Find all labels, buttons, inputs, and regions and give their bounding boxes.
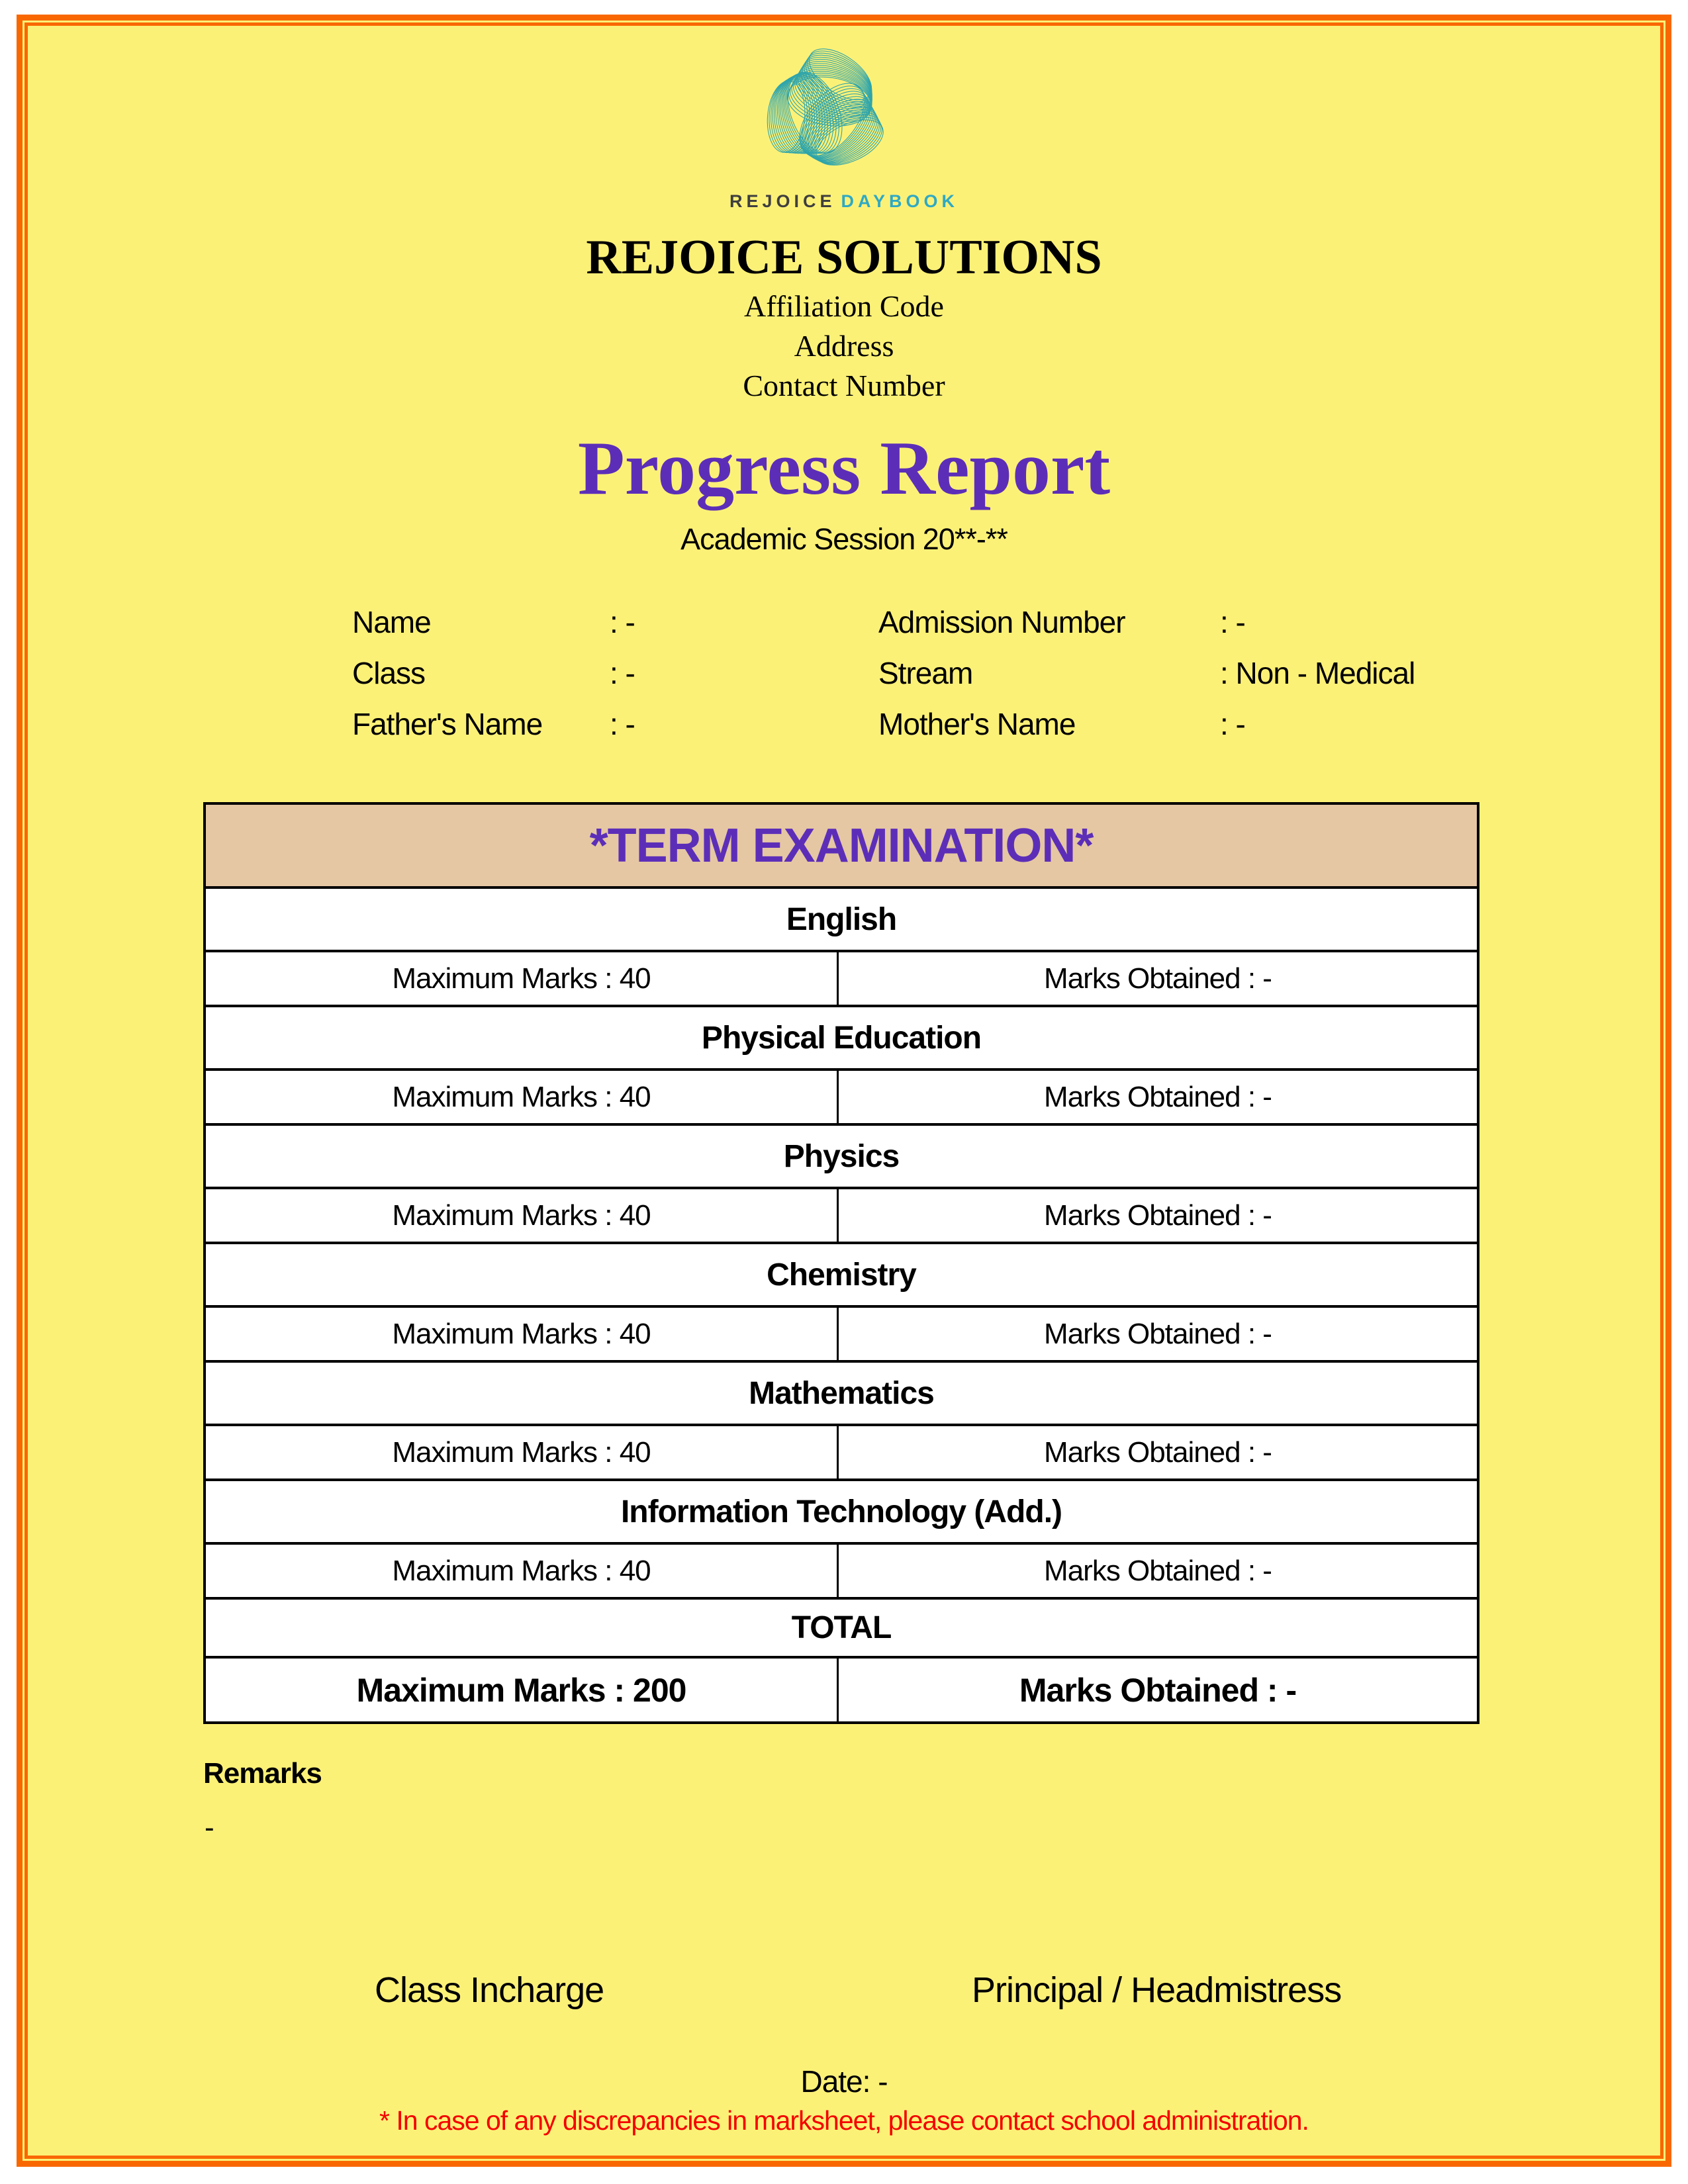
- obtained-marks-cell: Marks Obtained : -: [1044, 1317, 1272, 1350]
- mothers-name-value: : -: [1220, 707, 1245, 741]
- total-row: TOTAL: [206, 1597, 1477, 1656]
- subject-row: English: [206, 886, 1477, 950]
- discrepancy-note: * In case of any discrepancies in marksheet, please contact school administration.: [379, 2105, 1309, 2136]
- student-info-left-column: [352, 597, 635, 750]
- obtained-marks-cell: Marks Obtained : -: [1044, 1435, 1272, 1469]
- name-label: Name: [352, 605, 431, 639]
- principal-signature-label: Principal / Headmistress: [972, 1970, 1342, 2010]
- name-value: : -: [610, 605, 635, 639]
- obtained-marks-cell: Marks Obtained : -: [1044, 1080, 1272, 1113]
- class-value: : -: [610, 656, 635, 690]
- max-marks-cell: Maximum Marks : 40: [206, 1189, 839, 1242]
- remarks-label: Remarks: [203, 1757, 322, 1790]
- logo-text-rejoice: REJOICE: [729, 191, 836, 211]
- contact-number-line: Contact Number: [743, 369, 945, 402]
- school-logo-spirograph-icon: [756, 30, 895, 193]
- obtained-marks-cell: Marks Obtained : -: [1044, 1554, 1272, 1587]
- affiliation-code-line: Affiliation Code: [744, 289, 944, 323]
- logo-text-daybook: DAYBOOK: [841, 191, 959, 211]
- subject-row: Chemistry: [206, 1242, 1477, 1305]
- class-label: Class: [352, 656, 426, 690]
- obtained-marks-cell: Marks Obtained : -: [1044, 962, 1272, 995]
- marks-row: [206, 1542, 1477, 1597]
- fathers-name-value: : -: [610, 707, 635, 741]
- academic-session: Academic Session 20**-**: [680, 522, 1008, 556]
- info-row-fathers-name: [352, 699, 635, 750]
- school-name: REJOICE SOLUTIONS: [586, 230, 1102, 285]
- max-marks-cell: Maximum Marks : 40: [206, 1426, 839, 1479]
- fathers-name-label: Father's Name: [352, 707, 543, 741]
- info-row-stream: [878, 648, 1415, 699]
- date-line: Date: -: [800, 2064, 888, 2099]
- subject-row: Information Technology (Add.): [206, 1479, 1477, 1542]
- obtained-marks-cell: Marks Obtained : -: [1044, 1199, 1272, 1232]
- admission-number-label: Admission Number: [878, 605, 1125, 639]
- max-marks-cell: Maximum Marks : 40: [206, 1071, 839, 1123]
- max-marks-cell: Maximum Marks : 40: [206, 1308, 839, 1360]
- stream-label: Stream: [878, 656, 973, 690]
- max-marks-cell: Maximum Marks : 40: [206, 952, 839, 1005]
- marks-row: [206, 1305, 1477, 1360]
- table-header-row: [206, 805, 1477, 886]
- info-row-admission-number: [878, 597, 1415, 648]
- subject-row: Mathematics: [206, 1360, 1477, 1424]
- total-obtained-marks-cell: Marks Obtained : -: [1019, 1671, 1297, 1709]
- max-marks-cell: Maximum Marks : 40: [206, 1545, 839, 1597]
- info-row-mothers-name: [878, 699, 1415, 750]
- marks-row: [206, 1068, 1477, 1123]
- stream-value: : Non - Medical: [1220, 656, 1415, 690]
- table-title: *TERM EXAMINATION*: [589, 819, 1094, 872]
- term-examination-table: [203, 802, 1479, 1724]
- marks-row: [206, 1424, 1477, 1479]
- class-incharge-signature-label: Class Incharge: [375, 1970, 604, 2010]
- mothers-name-label: Mother's Name: [878, 707, 1076, 741]
- report-title: Progress Report: [577, 426, 1111, 511]
- info-row-name: [352, 597, 635, 648]
- total-max-marks-cell: Maximum Marks : 200: [206, 1659, 839, 1721]
- school-logo-wordmark: [0, 193, 1688, 210]
- marks-row: [206, 950, 1477, 1005]
- subject-row: Physical Education: [206, 1005, 1477, 1068]
- remarks-value: -: [205, 1811, 214, 1844]
- marks-row: [206, 1187, 1477, 1242]
- total-marks-row: [206, 1656, 1477, 1721]
- student-info-right-column: [878, 597, 1415, 750]
- address-line: Address: [794, 329, 894, 363]
- subject-row: Physics: [206, 1123, 1477, 1187]
- admission-number-value: : -: [1220, 605, 1245, 639]
- info-row-class: [352, 648, 635, 699]
